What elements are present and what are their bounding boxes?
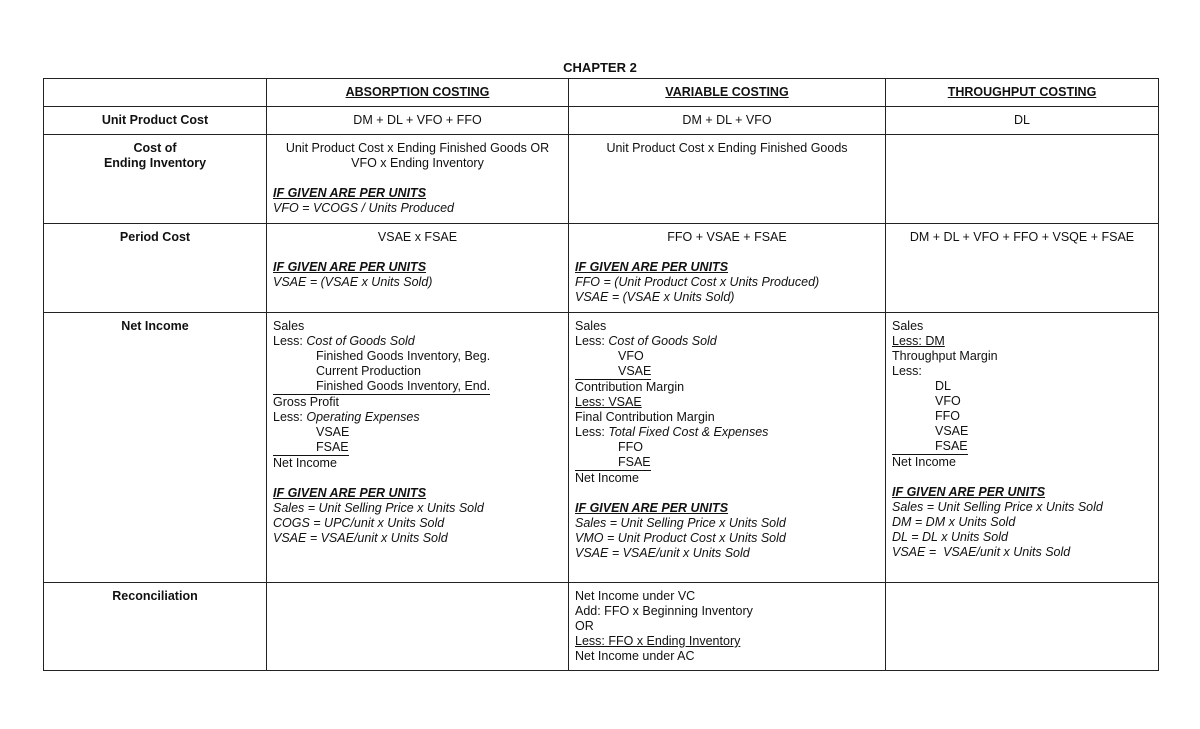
cell-variable-unit-product-cost: DM + DL + VFO — [569, 107, 886, 135]
cell-absorption-net-income — [267, 313, 569, 583]
corner-cell — [44, 79, 267, 107]
given-per-units-heading: IF GIVEN ARE PER UNITS — [575, 501, 729, 515]
less-cogs: Cost of Goods Sold — [306, 334, 415, 348]
text-line: Final Contribution Margin — [575, 410, 715, 424]
given-per-units-heading: IF GIVEN ARE PER UNITS — [575, 260, 729, 274]
given-per-units-heading: IF GIVEN ARE PER UNITS — [892, 485, 1046, 499]
cell-variable-net-income — [569, 313, 886, 583]
text-line: Gross Profit — [273, 395, 339, 409]
text-line: Net Income — [892, 455, 956, 469]
text-line: FFO — [618, 440, 643, 454]
text-line — [575, 455, 879, 471]
fsae: FSAE — [935, 439, 968, 453]
text-line — [273, 410, 562, 425]
text-line: Less: FFO x Ending Inventory — [575, 634, 741, 648]
formula-line: Sales = Unit Selling Price x Units Sold — [273, 501, 484, 515]
less-prefix: Less: — [273, 410, 307, 424]
text-line: Net Income — [273, 456, 337, 470]
formula-line: FFO = (Unit Product Cost x Units Produced) — [575, 275, 820, 289]
row-ending-inventory — [44, 135, 1159, 224]
row-label-unit-product-cost: Unit Product Cost — [44, 107, 267, 135]
costing-comparison-table — [43, 78, 1159, 671]
fsae: FSAE — [618, 455, 651, 469]
text-line — [892, 439, 1152, 455]
formula-line: VSAE = VSAE/unit x Units Sold — [273, 531, 448, 545]
given-per-units-heading: IF GIVEN ARE PER UNITS — [273, 486, 427, 500]
less-opex: Operating Expenses — [306, 410, 420, 424]
text-line: Net Income under AC — [575, 649, 695, 663]
formula-line: VSAE = VSAE/unit x Units Sold — [892, 545, 1071, 559]
text-line: Less: VSAE — [575, 395, 642, 409]
formula-line: VSAE = (VSAE x Units Sold) — [273, 275, 433, 289]
text-line: Contribution Margin — [575, 380, 685, 394]
text-line: Add: FFO x Beginning Inventory — [575, 604, 753, 618]
cell-absorption-reconciliation — [267, 583, 569, 671]
text-line — [575, 364, 879, 380]
cell-variable-reconciliation — [569, 583, 886, 671]
cell-absorption-unit-product-cost: DM + DL + VFO + FFO — [267, 107, 569, 135]
text-line: VSAE x FSAE — [377, 230, 458, 244]
text-line: Sales — [273, 319, 305, 333]
text-line: Unit Product Cost x Ending Finished Goods OR — [285, 141, 550, 155]
formula-line: Sales = Unit Selling Price x Units Sold — [892, 500, 1103, 514]
text-line — [273, 379, 562, 395]
text-line — [575, 334, 879, 349]
cell-absorption-period-cost — [267, 224, 569, 313]
cell-throughput-reconciliation — [886, 583, 1159, 671]
text-line: Net Income — [575, 471, 639, 485]
row-period-cost — [44, 224, 1159, 313]
formula-line: COGS = UPC/unit x Units Sold — [273, 516, 445, 530]
row-unit-product-cost — [44, 107, 1159, 135]
text-line — [273, 334, 562, 349]
text-line: FFO + VSAE + FSAE — [667, 230, 787, 244]
formula-line: DL = DL x Units Sold — [892, 530, 1008, 544]
text-line: VFO x Ending Inventory — [351, 156, 484, 170]
less-prefix: Less: — [273, 334, 307, 348]
text-line: VSAE — [935, 424, 969, 438]
header-variable-costing: VARIABLE COSTING — [569, 79, 886, 107]
label-line: Ending Inventory — [103, 156, 207, 170]
row-net-income — [44, 313, 1159, 583]
formula-line: VSAE = VSAE/unit x Units Sold — [575, 546, 750, 560]
text-line: Sales — [892, 319, 924, 333]
formula-line: VFO = VCOGS / Units Produced — [273, 201, 454, 215]
less-fixed: Total Fixed Cost & Expenses — [608, 425, 769, 439]
given-per-units-heading: IF GIVEN ARE PER UNITS — [273, 260, 427, 274]
formula-line: VSAE = (VSAE x Units Sold) — [575, 290, 735, 304]
less-prefix: Less: — [575, 334, 609, 348]
text-line: Finished Goods Inventory, Beg. — [316, 349, 491, 363]
text-line: Less: DM — [892, 334, 945, 348]
given-per-units-heading: IF GIVEN ARE PER UNITS — [273, 186, 427, 200]
text-line: DL — [935, 379, 951, 393]
formula-line: VMO = Unit Product Cost x Units Sold — [575, 531, 786, 545]
less-prefix: Less: — [575, 425, 609, 439]
row-label-net-income: Net Income — [44, 313, 267, 583]
cell-throughput-period-cost: DM + DL + VFO + FFO + VSQE + FSAE — [886, 224, 1159, 313]
text-line: Sales — [575, 319, 607, 333]
text-line: VFO — [618, 349, 644, 363]
vsae: VSAE — [618, 364, 652, 378]
row-reconciliation — [44, 583, 1159, 671]
text-line: Current Production — [316, 364, 421, 378]
formula-line: Sales = Unit Selling Price x Units Sold — [575, 516, 786, 530]
text-line: Net Income under VC — [575, 589, 696, 603]
cell-absorption-ending-inventory — [267, 135, 569, 224]
fg-end: Finished Goods Inventory, End. — [316, 379, 491, 393]
row-label-reconciliation: Reconciliation — [44, 583, 267, 671]
cell-throughput-ending-inventory — [886, 135, 1159, 224]
text-line: VSAE — [316, 425, 350, 439]
header-absorption-costing: ABSORPTION COSTING — [267, 79, 569, 107]
text-line: OR — [575, 619, 594, 633]
text-line: Throughput Margin — [892, 349, 998, 363]
text-line — [273, 440, 562, 456]
cell-throughput-net-income — [886, 313, 1159, 583]
table-header-row — [44, 79, 1159, 107]
page-title: CHAPTER 2 — [563, 60, 637, 75]
text-line: VFO — [935, 394, 961, 408]
cell-throughput-unit-product-cost: DL — [886, 107, 1159, 135]
text-line — [575, 425, 879, 440]
text-line: Less: — [892, 364, 922, 378]
fsae: FSAE — [316, 440, 349, 454]
text-line: FFO — [935, 409, 960, 423]
row-label-ending-inventory — [44, 135, 267, 224]
formula-line: DM = DM x Units Sold — [892, 515, 1016, 529]
row-label-period-cost: Period Cost — [44, 224, 267, 313]
header-throughput-costing: THROUGHPUT COSTING — [886, 79, 1159, 107]
cell-variable-ending-inventory: Unit Product Cost x Ending Finished Goods — [569, 135, 886, 224]
cell-variable-period-cost — [569, 224, 886, 313]
label-line: Cost of — [133, 141, 177, 155]
less-cogs: Cost of Goods Sold — [608, 334, 717, 348]
